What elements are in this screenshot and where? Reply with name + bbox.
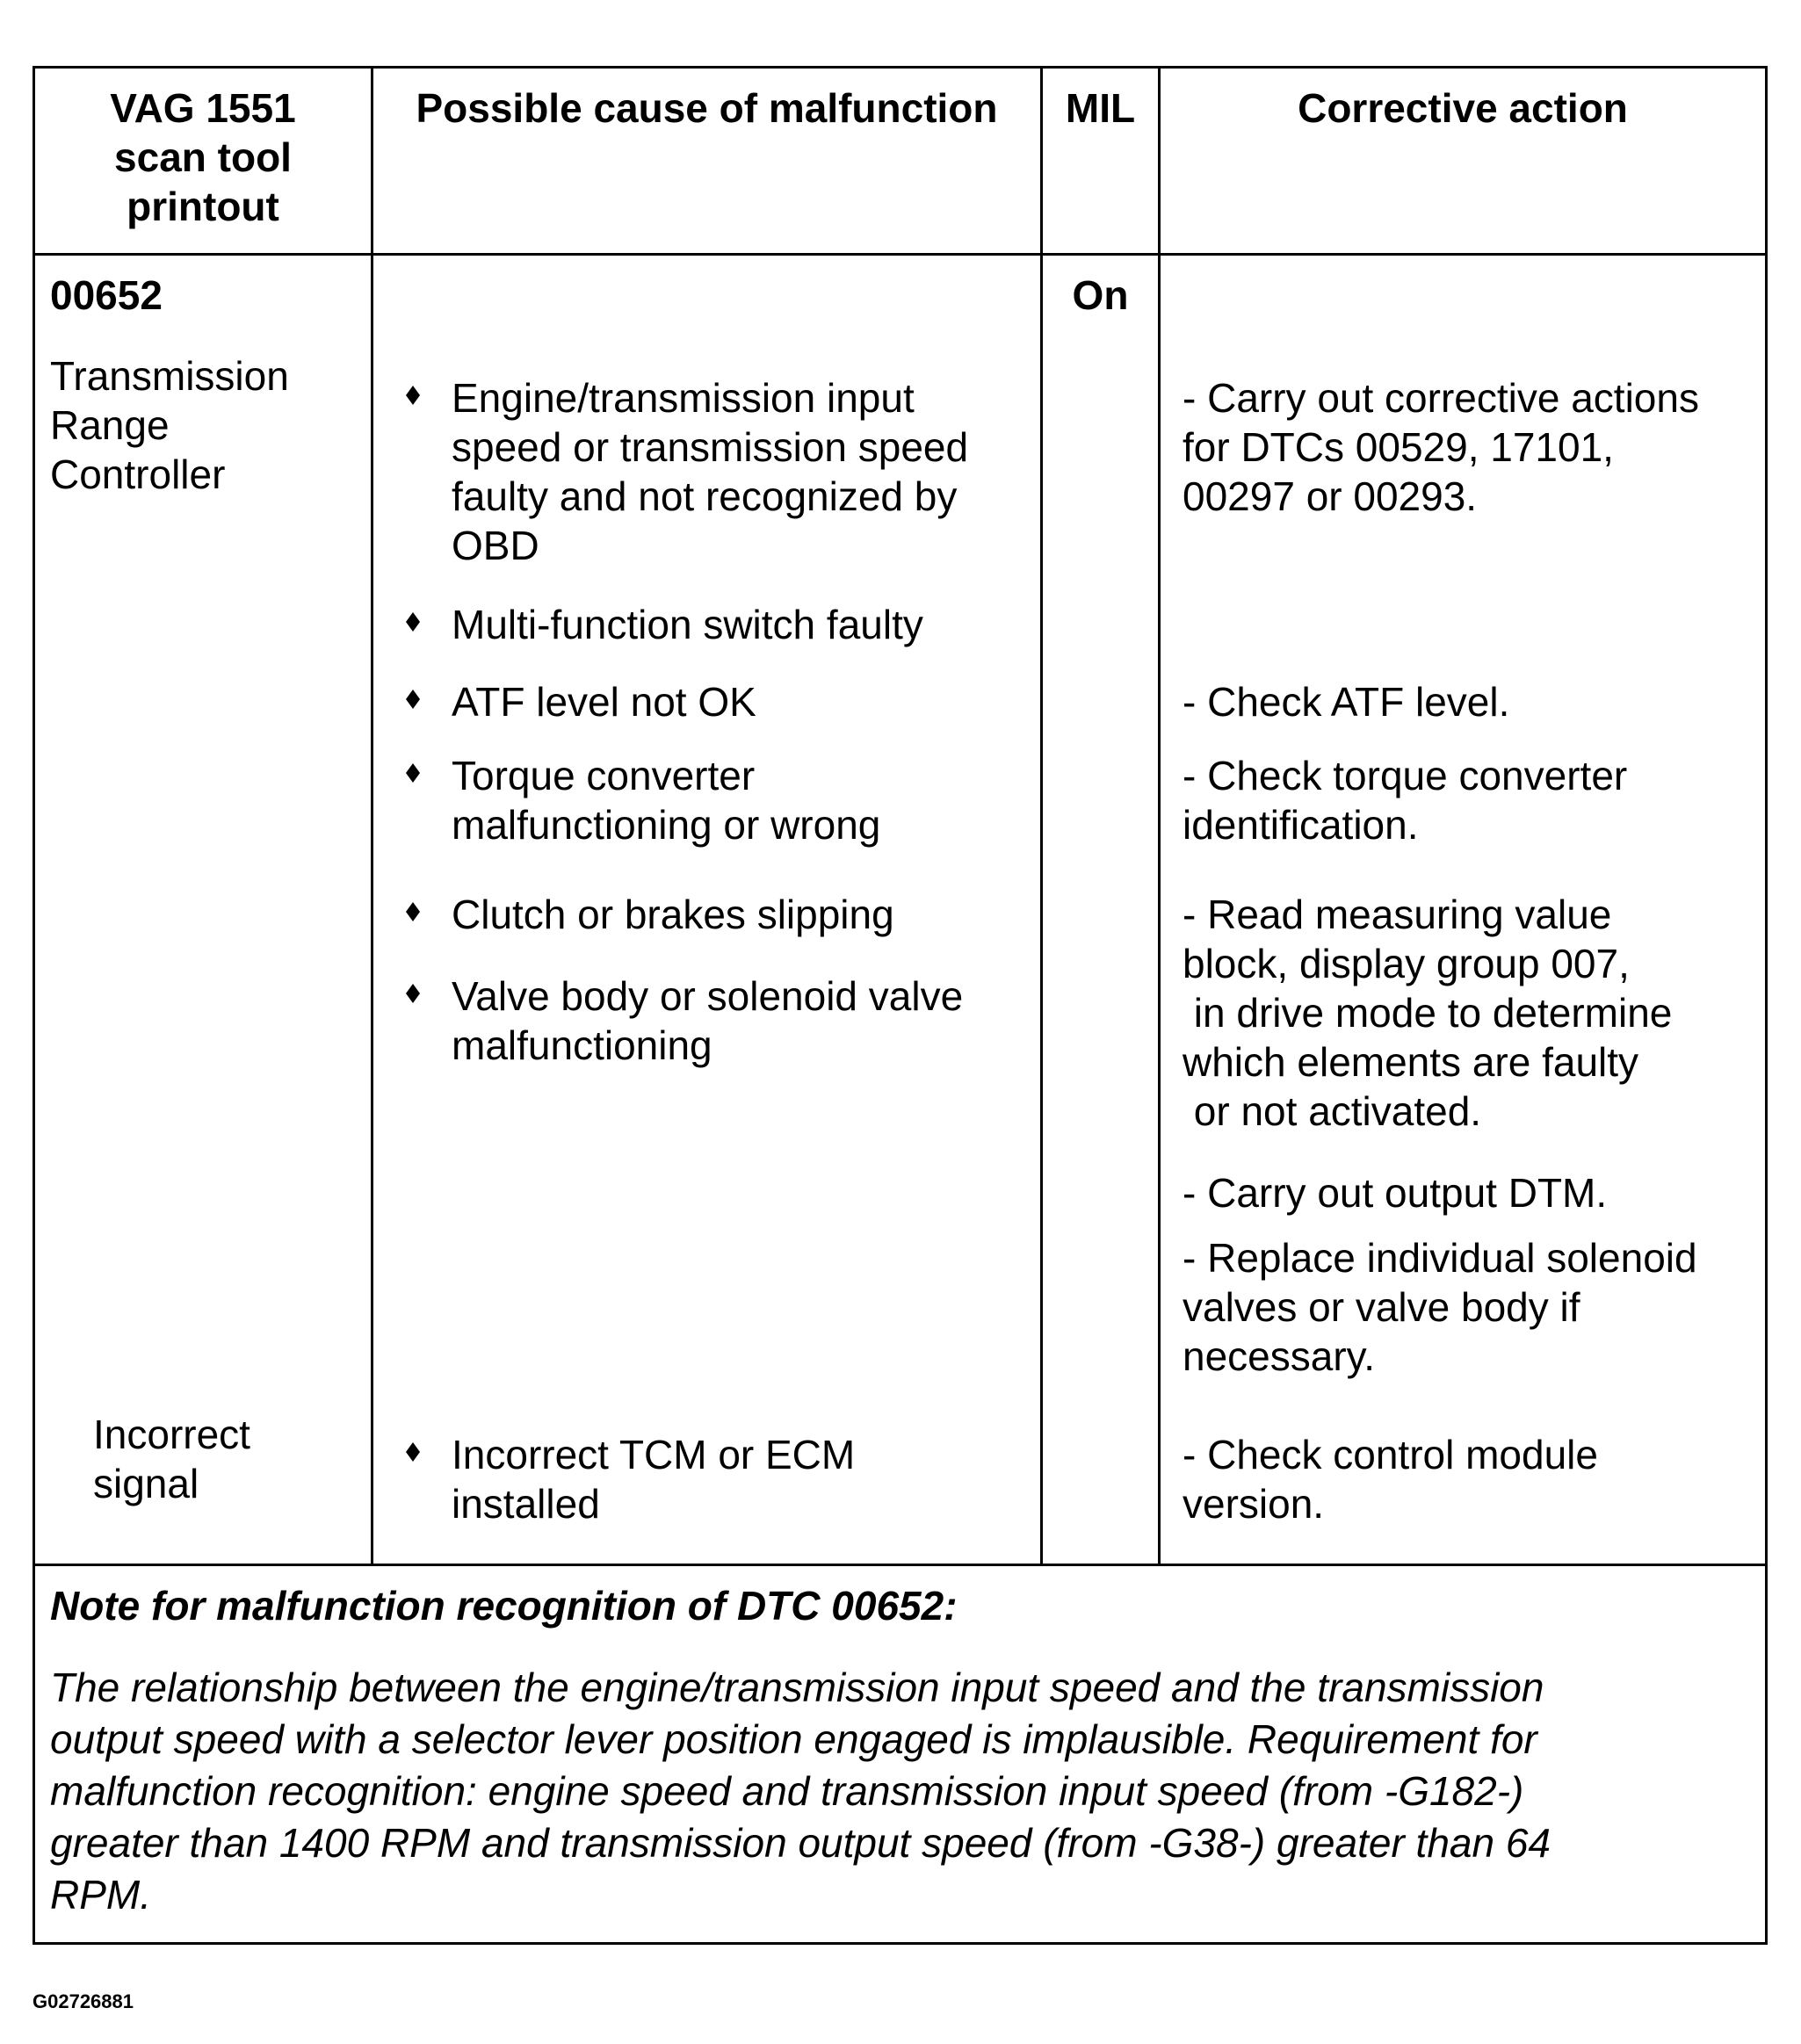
diamond-bullet-icon bbox=[406, 1442, 420, 1462]
action-text: - Check ATF level. bbox=[1183, 679, 1510, 725]
cause-text: ATF level not OK bbox=[452, 679, 756, 725]
action-text: - Carry out corrective actions for DTCs 00529, 17101, 00297 or 00293. bbox=[1183, 375, 1699, 519]
dtc-sub-signal: Incorrect signal bbox=[93, 1412, 250, 1506]
dtc-name: Transmission Range Controller bbox=[50, 353, 289, 497]
header-divider bbox=[33, 253, 1768, 256]
action-text: - Check torque converter identification. bbox=[1183, 753, 1628, 848]
header-printout: VAG 1551 scan tool printout bbox=[110, 85, 296, 229]
action-text: - Carry out output DTM. bbox=[1183, 1170, 1608, 1216]
action-text: - Read measuring value block, display group 007, in drive mode to determine which elements are faulty or not activated. bbox=[1183, 892, 1673, 1134]
cause-text: Torque converter malfunctioning or wrong bbox=[452, 753, 881, 848]
cause-text: Engine/transmission input speed or transmission speed faulty and not recognized by OBD bbox=[452, 375, 969, 568]
mil-value: On bbox=[1072, 272, 1129, 318]
cause-text: Clutch or brakes slipping bbox=[452, 892, 894, 937]
cause-text: Multi-function switch faulty bbox=[452, 602, 923, 647]
column-divider-1 bbox=[371, 66, 373, 1566]
header-mil: MIL bbox=[1065, 85, 1136, 131]
figure-code: G02726881 bbox=[33, 1990, 134, 2012]
diamond-bullet-icon bbox=[406, 690, 420, 709]
diamond-bullet-icon bbox=[406, 612, 420, 632]
note-title: Note for malfunction recognition of DTC 00652: bbox=[50, 1583, 958, 1629]
note-body: The relationship between the engine/transmission input speed and the transmission output speed with a selector lever position engaged is implausible. Requirement for malfunction recognition: engine speed and transmission input speed (from -G182-) greater than 1400 RPM and transmission output speed (from -G38-) greater than 64 RPM. bbox=[50, 1665, 1551, 1918]
note-divider bbox=[33, 1564, 1768, 1566]
diamond-bullet-icon bbox=[406, 902, 420, 921]
column-divider-3 bbox=[1158, 66, 1161, 1566]
cause-text: Valve body or solenoid valve malfunctioning bbox=[452, 973, 964, 1068]
diamond-bullet-icon bbox=[406, 763, 420, 783]
action-text: - Check control module version. bbox=[1183, 1432, 1598, 1527]
dtc-code: 00652 bbox=[50, 272, 163, 318]
header-cause: Possible cause of malfunction bbox=[416, 85, 998, 131]
header-action: Corrective action bbox=[1298, 85, 1628, 131]
diamond-bullet-icon bbox=[406, 386, 420, 405]
cause-text: Incorrect TCM or ECM installed bbox=[452, 1432, 856, 1527]
diamond-bullet-icon bbox=[406, 984, 420, 1003]
action-text: - Replace individual solenoid valves or valve body if necessary. bbox=[1183, 1235, 1697, 1379]
